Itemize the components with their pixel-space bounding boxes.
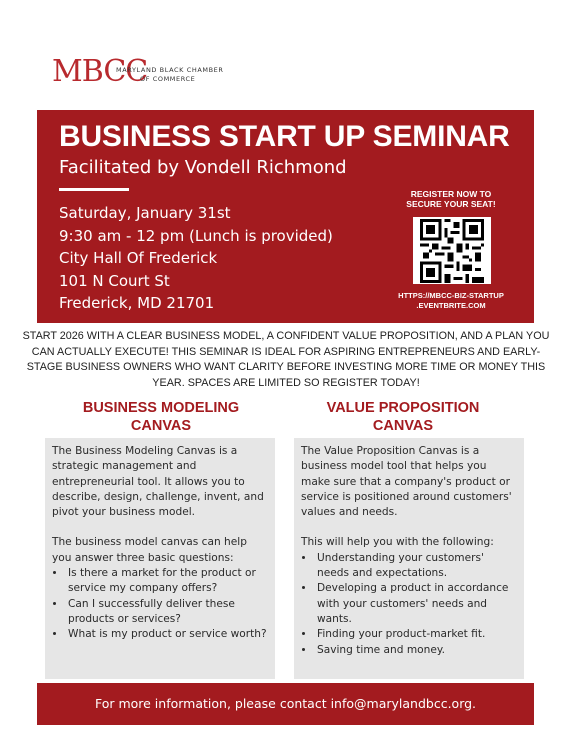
facilitator-subtitle: Facilitated by Vondell Richmond: [59, 157, 347, 178]
benefit-list: [301, 551, 518, 658]
url-line1: HTTPS://MBCC-BIZ-STARTUP: [398, 291, 504, 300]
list-item: • Saving time and money.: [315, 643, 518, 658]
page-title: BUSINESS START UP SEMINAR: [59, 120, 510, 153]
value-proposition-heading: [288, 399, 518, 435]
register-callout: [392, 189, 510, 209]
register-line2: SECURE YOUR SEAT!: [406, 199, 496, 209]
question-list: [52, 566, 269, 642]
list-item: • Developing a product in accordance with your customers' needs and wants.: [315, 581, 518, 627]
contact-footer[interactable]: For more information, please contact info@marylandbcc.org.: [37, 683, 534, 725]
list-item: • Can I successfully deliver these products or services?: [66, 597, 269, 628]
heading-line2: CANVAS: [372, 418, 434, 434]
register-line1: REGISTER NOW TO: [410, 189, 492, 199]
logo-mark: MBCC: [52, 54, 148, 89]
event-date: Saturday, January 31st: [59, 204, 231, 222]
logo-line2: OF COMMERCE: [140, 75, 196, 83]
business-modeling-panel: [45, 438, 275, 679]
heading-line1: BUSINESS MODELING: [82, 400, 240, 416]
logo-line1: MARYLAND BLACK CHAMBER: [116, 66, 224, 74]
list-item: • What is my product or service worth?: [66, 627, 269, 642]
value-proposition-panel: [294, 438, 524, 679]
panel-paragraph: This will help you with the following:: [301, 536, 494, 549]
qr-code-icon[interactable]: [413, 217, 491, 284]
event-time: 9:30 am - 12 pm (Lunch is provided): [59, 226, 333, 245]
event-venue: City Hall Of Frederick: [59, 249, 218, 267]
list-item: • Finding your product-market fit.: [315, 627, 518, 642]
mbcc-logo: [52, 52, 242, 92]
event-city: Frederick, MD 21701: [59, 294, 215, 312]
intro-paragraph: START 2026 WITH A CLEAR BUSINESS MODEL, A CONFIDENT VALUE PROPOSITION, AND A PLAN YOU CAN ACTUALLY EXECUTE! THIS SEMINAR IS IDEAL FOR ASPIRING ENTREPRENEURS AND EARLY-STAGE BUSINESS OWNERS WHO WANT CLARITY BEFORE INVESTING MORE TIME OR MONEY THIS YEAR. SPACES ARE LIMITED SO REGISTER TODAY!: [22, 330, 550, 389]
seminar-banner: [37, 110, 534, 323]
list-item: • Understanding your customers' needs and expectations.: [315, 551, 518, 582]
banner-divider: [59, 188, 129, 191]
event-street: 101 N Court St: [59, 271, 170, 290]
logo-org-name: [116, 66, 223, 84]
panel-paragraph: The business model canvas can help you answer three basic questions:: [52, 536, 247, 564]
panel-paragraph: The Business Modeling Canvas is a strategic management and entrepreneurial tool. It allows you to describe, design, challenge, invent, and pivot your business model.: [52, 445, 264, 519]
panel-paragraph: The Value Proposition Canvas is a business model tool that helps you make sure that a company's product or service is positioned around customers' values and needs.: [301, 445, 512, 519]
event-details: [59, 202, 333, 315]
heading-line1: VALUE PROPOSITION: [326, 400, 480, 416]
url-line2: .EVENTBRITE.COM: [416, 300, 486, 310]
business-modeling-heading: [46, 399, 276, 435]
registration-url[interactable]: [392, 291, 510, 310]
heading-line2: CANVAS: [130, 418, 192, 434]
list-item: • Is there a market for the product or service my company offers?: [66, 566, 269, 597]
